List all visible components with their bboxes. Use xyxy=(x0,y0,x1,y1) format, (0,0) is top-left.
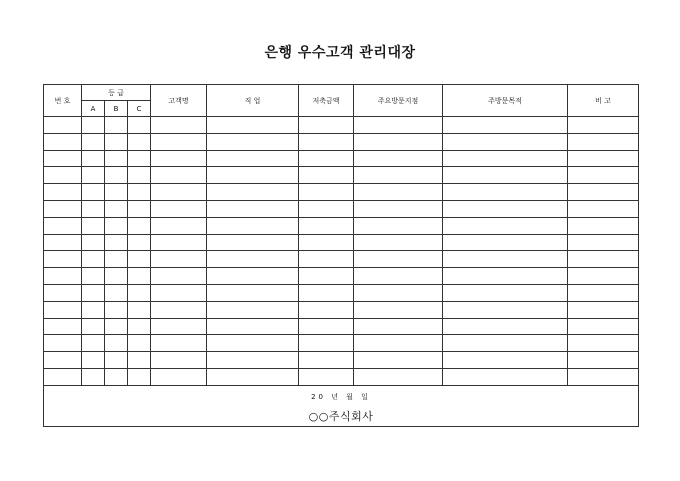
table-cell[interactable] xyxy=(151,150,207,167)
table-cell[interactable] xyxy=(82,318,105,335)
table-cell[interactable] xyxy=(354,335,443,352)
table-cell[interactable] xyxy=(105,368,128,385)
table-cell[interactable] xyxy=(128,301,151,318)
table-row xyxy=(44,301,639,318)
table-cell[interactable] xyxy=(151,117,207,134)
table-cell[interactable] xyxy=(299,150,354,167)
header-grade-a: A xyxy=(82,101,105,117)
header-customer-name: 고객명 xyxy=(151,85,207,117)
table-cell[interactable] xyxy=(354,133,443,150)
table-cell[interactable] xyxy=(299,117,354,134)
table-cell[interactable] xyxy=(568,318,639,335)
table-cell[interactable] xyxy=(44,251,82,268)
table-row xyxy=(44,184,639,201)
table-row xyxy=(44,352,639,369)
table-cell[interactable] xyxy=(151,318,207,335)
table-cell[interactable] xyxy=(105,200,128,217)
table-cell[interactable] xyxy=(568,184,639,201)
table-cell[interactable] xyxy=(568,200,639,217)
table-cell[interactable] xyxy=(151,184,207,201)
table-cell[interactable] xyxy=(354,200,443,217)
table-cell[interactable] xyxy=(151,234,207,251)
header-number: 번 호 xyxy=(44,85,82,117)
table-cell[interactable] xyxy=(105,117,128,134)
table-cell[interactable] xyxy=(105,301,128,318)
table-cell[interactable] xyxy=(82,234,105,251)
table-cell[interactable] xyxy=(207,184,299,201)
table-cell[interactable] xyxy=(128,284,151,301)
table-cell[interactable] xyxy=(443,200,568,217)
table-cell[interactable] xyxy=(354,167,443,184)
table-cell[interactable] xyxy=(105,251,128,268)
table-cell[interactable] xyxy=(568,217,639,234)
table-cell[interactable] xyxy=(299,318,354,335)
table-cell[interactable] xyxy=(207,150,299,167)
table-row xyxy=(44,318,639,335)
header-occupation: 직 업 xyxy=(207,85,299,117)
table-cell[interactable] xyxy=(151,301,207,318)
table-cell[interactable] xyxy=(151,268,207,285)
table-cell[interactable] xyxy=(82,117,105,134)
table-cell[interactable] xyxy=(82,268,105,285)
table-row xyxy=(44,117,639,134)
table-cell[interactable] xyxy=(354,150,443,167)
table-cell[interactable] xyxy=(105,133,128,150)
table-cell[interactable] xyxy=(207,117,299,134)
table-cell[interactable] xyxy=(299,217,354,234)
footer-company: ○○주식회사 xyxy=(308,409,374,423)
table-cell[interactable] xyxy=(299,368,354,385)
table-cell[interactable] xyxy=(443,167,568,184)
table-cell[interactable] xyxy=(207,268,299,285)
table-cell[interactable] xyxy=(443,335,568,352)
table-cell[interactable] xyxy=(105,234,128,251)
ledger-body xyxy=(44,117,639,386)
table-cell[interactable] xyxy=(207,133,299,150)
table-cell[interactable] xyxy=(151,251,207,268)
table-cell[interactable] xyxy=(354,217,443,234)
table-cell[interactable] xyxy=(354,368,443,385)
table-cell[interactable] xyxy=(151,368,207,385)
table-cell[interactable] xyxy=(151,200,207,217)
table-cell[interactable] xyxy=(82,301,105,318)
table-cell[interactable] xyxy=(44,335,82,352)
table-cell[interactable] xyxy=(105,184,128,201)
table-cell[interactable] xyxy=(299,184,354,201)
page-title: 은행 우수고객 관리대장 xyxy=(264,45,416,61)
table-cell[interactable] xyxy=(105,335,128,352)
table-cell[interactable] xyxy=(443,318,568,335)
table-cell[interactable] xyxy=(299,167,354,184)
table-cell[interactable] xyxy=(443,251,568,268)
table-cell[interactable] xyxy=(82,352,105,369)
table-cell[interactable] xyxy=(128,184,151,201)
table-cell[interactable] xyxy=(207,200,299,217)
table-row xyxy=(44,284,639,301)
table-cell[interactable] xyxy=(354,352,443,369)
table-cell[interactable] xyxy=(82,167,105,184)
header-visit-purpose: 주방문목적 xyxy=(443,85,568,117)
table-cell[interactable] xyxy=(568,167,639,184)
customer-ledger-table xyxy=(43,84,639,427)
header-remarks: 비 고 xyxy=(568,85,639,117)
table-cell[interactable] xyxy=(82,200,105,217)
table-row xyxy=(44,335,639,352)
table-cell[interactable] xyxy=(128,234,151,251)
table-cell[interactable] xyxy=(299,234,354,251)
table-cell[interactable] xyxy=(568,268,639,285)
table-cell[interactable] xyxy=(443,301,568,318)
table-row xyxy=(44,268,639,285)
table-cell[interactable] xyxy=(568,150,639,167)
table-row xyxy=(44,251,639,268)
table-row xyxy=(44,234,639,251)
table-cell[interactable] xyxy=(299,284,354,301)
table-row xyxy=(44,368,639,385)
header-savings-amount: 저축금액 xyxy=(299,85,354,117)
table-cell[interactable] xyxy=(151,167,207,184)
table-cell[interactable] xyxy=(299,251,354,268)
table-cell[interactable] xyxy=(568,117,639,134)
table-cell[interactable] xyxy=(128,133,151,150)
table-cell[interactable] xyxy=(568,368,639,385)
header-grade-c: C xyxy=(128,101,151,117)
table-cell[interactable] xyxy=(128,352,151,369)
table-cell[interactable] xyxy=(207,234,299,251)
table-cell[interactable] xyxy=(44,217,82,234)
table-row xyxy=(44,217,639,234)
table-cell[interactable] xyxy=(207,167,299,184)
table-cell[interactable] xyxy=(128,335,151,352)
table-cell[interactable] xyxy=(82,133,105,150)
table-cell[interactable] xyxy=(44,117,82,134)
table-row xyxy=(44,150,639,167)
table-cell[interactable] xyxy=(128,167,151,184)
table-cell[interactable] xyxy=(44,368,82,385)
table-cell[interactable] xyxy=(354,318,443,335)
table-cell[interactable] xyxy=(299,335,354,352)
table-cell[interactable] xyxy=(44,150,82,167)
table-cell[interactable] xyxy=(151,352,207,369)
table-cell[interactable] xyxy=(128,268,151,285)
table-cell[interactable] xyxy=(44,352,82,369)
table-cell[interactable] xyxy=(443,184,568,201)
table-cell[interactable] xyxy=(82,217,105,234)
table-cell[interactable] xyxy=(105,284,128,301)
table-cell[interactable] xyxy=(82,335,105,352)
table-cell[interactable] xyxy=(105,217,128,234)
table-cell[interactable] xyxy=(128,217,151,234)
table-cell[interactable] xyxy=(44,200,82,217)
footer-cell xyxy=(44,385,639,426)
table-cell[interactable] xyxy=(151,217,207,234)
table-cell[interactable] xyxy=(207,251,299,268)
table-cell[interactable] xyxy=(568,301,639,318)
table-cell[interactable] xyxy=(568,251,639,268)
table-cell[interactable] xyxy=(568,352,639,369)
table-row xyxy=(44,200,639,217)
table-cell[interactable] xyxy=(105,167,128,184)
table-cell[interactable] xyxy=(105,150,128,167)
table-cell[interactable] xyxy=(207,368,299,385)
table-cell[interactable] xyxy=(443,368,568,385)
table-cell[interactable] xyxy=(443,217,568,234)
table-cell[interactable] xyxy=(299,200,354,217)
table-cell[interactable] xyxy=(207,352,299,369)
table-cell[interactable] xyxy=(207,217,299,234)
table-cell[interactable] xyxy=(44,318,82,335)
table-cell[interactable] xyxy=(82,150,105,167)
table-cell[interactable] xyxy=(44,184,82,201)
table-cell[interactable] xyxy=(105,352,128,369)
table-cell[interactable] xyxy=(568,234,639,251)
table-cell[interactable] xyxy=(354,301,443,318)
table-cell[interactable] xyxy=(207,318,299,335)
table-cell[interactable] xyxy=(82,284,105,301)
table-cell[interactable] xyxy=(299,268,354,285)
table-cell[interactable] xyxy=(568,284,639,301)
table-cell[interactable] xyxy=(207,284,299,301)
table-cell[interactable] xyxy=(354,268,443,285)
table-cell[interactable] xyxy=(151,335,207,352)
table-cell[interactable] xyxy=(44,133,82,150)
table-cell[interactable] xyxy=(354,184,443,201)
table-cell[interactable] xyxy=(44,301,82,318)
table-cell[interactable] xyxy=(82,251,105,268)
table-cell[interactable] xyxy=(568,335,639,352)
table-cell[interactable] xyxy=(82,184,105,201)
header-grade-b: B xyxy=(105,101,128,117)
table-cell[interactable] xyxy=(299,352,354,369)
table-cell[interactable] xyxy=(128,318,151,335)
table-cell[interactable] xyxy=(207,301,299,318)
table-cell[interactable] xyxy=(128,200,151,217)
table-cell[interactable] xyxy=(299,133,354,150)
table-cell[interactable] xyxy=(568,133,639,150)
table-cell[interactable] xyxy=(128,150,151,167)
table-cell[interactable] xyxy=(105,318,128,335)
table-cell[interactable] xyxy=(443,117,568,134)
table-cell[interactable] xyxy=(443,150,568,167)
table-row xyxy=(44,167,639,184)
table-cell[interactable] xyxy=(443,234,568,251)
table-cell[interactable] xyxy=(443,268,568,285)
table-cell[interactable] xyxy=(443,133,568,150)
table-cell[interactable] xyxy=(44,167,82,184)
table-cell[interactable] xyxy=(443,284,568,301)
table-cell[interactable] xyxy=(151,284,207,301)
header-grade: 등 급 xyxy=(82,85,151,101)
table-cell[interactable] xyxy=(354,234,443,251)
table-cell[interactable] xyxy=(44,268,82,285)
table-cell[interactable] xyxy=(44,234,82,251)
footer-date: 20 년 월 일 xyxy=(311,392,371,401)
table-cell[interactable] xyxy=(128,251,151,268)
table-cell[interactable] xyxy=(354,117,443,134)
table-cell[interactable] xyxy=(105,268,128,285)
table-cell[interactable] xyxy=(354,251,443,268)
table-cell[interactable] xyxy=(128,368,151,385)
header-main-branch: 주요방문지점 xyxy=(354,85,443,117)
table-cell[interactable] xyxy=(151,133,207,150)
table-cell[interactable] xyxy=(299,301,354,318)
table-cell[interactable] xyxy=(443,352,568,369)
table-cell[interactable] xyxy=(207,335,299,352)
table-cell[interactable] xyxy=(128,117,151,134)
table-cell[interactable] xyxy=(354,284,443,301)
table-cell[interactable] xyxy=(44,284,82,301)
table-cell[interactable] xyxy=(82,368,105,385)
table-row xyxy=(44,133,639,150)
